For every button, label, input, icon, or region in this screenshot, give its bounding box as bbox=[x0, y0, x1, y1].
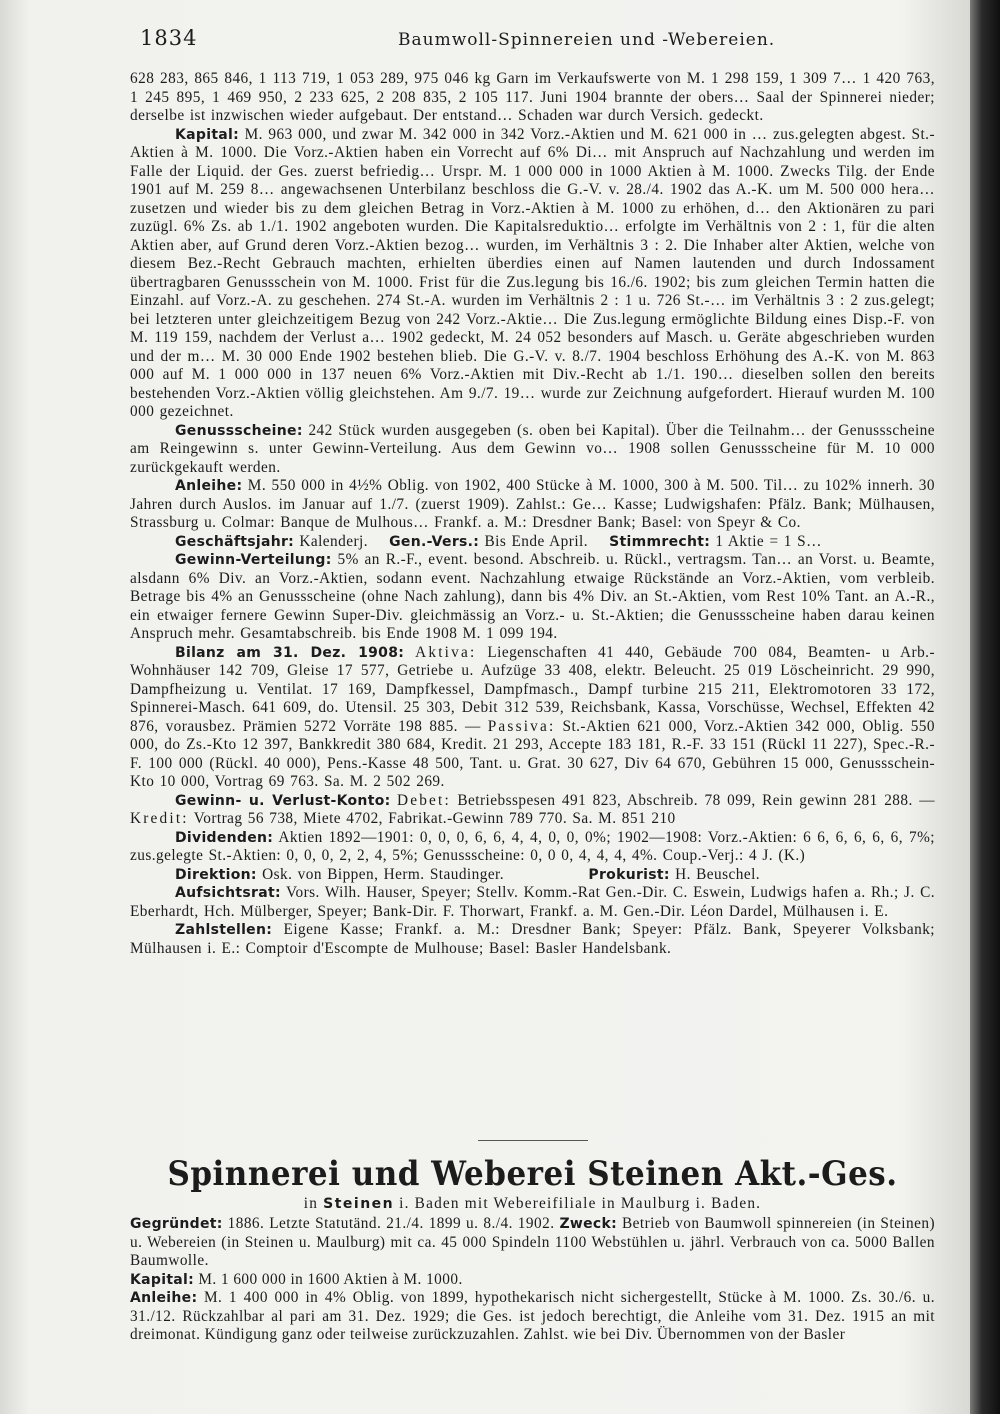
subtitle-rest: i. Baden mit Webereifiliale in Maulburg i. Baden. bbox=[399, 1195, 762, 1212]
prokurist-text: H. Beuschel. bbox=[675, 865, 761, 883]
anleihe-label: Anleihe: bbox=[175, 478, 243, 494]
genussscheine-label: Genussscheine: bbox=[175, 422, 303, 439]
kapital2-paragraph bbox=[130, 1271, 935, 1290]
stimmrecht-text: 1 Aktie = 1 S… bbox=[715, 532, 822, 550]
gegruendet-label: Gegründet: bbox=[130, 1216, 223, 1232]
kapital-text: M. 963 000, und zwar M. 342 000 in 342 Vorz.-Aktien und M. 621 000 in … zus.gelegten abgest. St.-Aktien à M. 1000. Die Vorz.-Aktien haben ein Vorrecht auf 6% Di… mit Anspruch auf Nachzahlung und werden im Falle der Liquid. der Ges. zuerst befriedig… Urspr. M. 1 000 000 in 1000 Aktien à M. 1000. Zwecks Tilg. der Ende 1901 auf M. 259 8… angewachsenen Unterbilanz beschloss die G.-V. v. 28./4. 1902 das A.-K. um M. 500 000 hera… zusetzen und wieder bis zu dem gleichen Betrag in Vorz.-Aktien à M. 1000 zu erhöhen, d… den Aktionären zu pari zuzügl. 6% Zs. ab 1./1. 1902 angeboten wurden. Die Kapitalsreduktio… erfolgte im Verhältnis von 2 : 1, für die alten Aktien aber, auf Grund deren Vorz.-Aktien bezog… wurden, im Verhältnis 3 : 2. Die Inhaber alter Aktien, welche von diesem Bez.-Recht Gebrauch machten, erhielten überdies einen auf Namen lautenden und durch Indossament übertragbaren Genussschein von M. 1000. Frist für die Zus.legung bis 16./6. 1902; bis zum gleichen Termin hatten die Einzahl. auf Vorz.-A. zu geschehen. 274 St.-A. wurden im Verhältnis 2 : 1 u. 726 St.-… im Verhältnis 3 : 2 zus.gelegt; bei letzteren unter gleichzeitigem Bezug von 242 Vorz.-Aktie… Die Zus.legung ermöglichte Bildung eines Disp.-F. von M. 119 159, nachdem der Verlust a… 1902 gedeckt, M. 24 052 besonders auf Masch. u. Geräte abgeschrieben wurden und der m… M. 30 000 Ende 1902 bestehen blieb. Die G.-V. v. 8./7. 1904 beschloss Erhöhung des A.-K. von M. 863 000 auf M. 1 000 000 in 137 neuen 6% Vorz.-Aktien mit Div.-Recht ab 1./1. 190… dieselben sollen den bereits bestehenden Vorz.-Aktien völlig gleichstehen. Am 9./7. 19… wurde zur Zeichnung aufgefordert. Hierauf wurden M. 100 000 gezeichnet. bbox=[130, 125, 935, 420]
anleihe-text: M. 550 000 in 4½% Oblig. von 1902, 400 Stücke à M. 1000, 300 à M. 500. Til… zu 102% innerh. 30 Jahren durch Auslos. im Januar auf 1./7. (zuerst 1909). Zahlst.: Ge… Kasse; Ludwigshafen: Pfälz. Bank; Mülhausen, Strassburg u. Colmar: Banque de Mulhous… Frankf. a. M.: Dresdner Bank; Basel: von Speyr & Co. bbox=[130, 477, 935, 531]
bilanz-passiva-label: Passiva: bbox=[487, 717, 556, 735]
gewinn-verlust-paragraph bbox=[130, 792, 935, 829]
aufsichtsrat-text: Vors. Wilh. Hauser, Speyer; Stellv. Komm.-Rat Gen.-Dir. C. Eswein, Ludwigs hafen a. Rh.; J. C. Eberhardt, Hch. Mülberger, Speyer; Bank-Dir. F. Thorwart, Frankf. a. M. Gen.-Dir. Léon Dardel, Mülhausen i. E. bbox=[130, 884, 936, 920]
anleihe-paragraph bbox=[130, 477, 935, 533]
bilanz-passiva-text: St.-Aktien 621 000, Vorz.-Aktien 342 000, Oblig. 550 000, do Zs.-Kto 12 397, Bankkredit 380 684, Kredit. 21 293, Accepte 183 181, R.-F. 33 151 (Rückl 11 227), Spec.-R.-F. 100 000 (Rückl. 40 000), Pens.-Kasse 48 500, Tant. u. Grat. 30 627, Div 64 670, Gebühren 15 000, Genussschein-Kto 10 000, Vortrag 69 763. Sa. M. 2 502 269. bbox=[130, 717, 936, 790]
anleihe2-paragraph bbox=[130, 1289, 935, 1345]
geschaeftsjahr-paragraph bbox=[130, 533, 935, 552]
stimmrecht-label: Stimmrecht: bbox=[609, 533, 711, 550]
bilanz-aktiva-text: Liegenschaften 41 440, Gebäude 700 084, Beamten- u Arb.-Wohnhäuser 142 709, Gleise 17 577, Getriebe u. Aufzüge 33 408, elektr. Beleucht. 25 019 Löscheinricht. 29 990, Dampfheizung u. Ventilat. 17 169, Dampfkessel, Dampfmasch., Dampf turbine 215 211, Elektromotoren 33 172, Spinnerei-Masch. 641 609, do. Utensil. 25 303, Debit 312 539, Reichsbank, Kassa, Vorschüsse, Wechsel, Effekten 42 876, vorausbez. Prämien 5272 Vorräte 198 885. — bbox=[130, 643, 935, 735]
kapital-label: Kapital: bbox=[175, 126, 240, 143]
production-paragraph: 628 283, 865 846, 1 113 719, 1 053 289, 975 046 kg Garn im Verkaufswerte von M. 1 298 159, 1 309 7… 1 420 763, 1 245 895, 1 469 950, 2 233 625, 2 208 835, 2 105 117. Juni 1904 brannte der obers… Saal der Spinnerei nieder; derselbe ist inzwischen wieder aufgebaut. Der entstand… Schaden war durch Versich. gedeckt. bbox=[130, 70, 935, 124]
geschaeftsjahr-label: Geschäftsjahr: bbox=[175, 533, 295, 550]
zweck-text: Betrieb von Baumwoll spinnereien (in Steinen) u. Webereien (in Steinen u. Maulburg) mit ca. 45 000 Spindeln 1100 Webstühlen u. jährl. Verbrauch von ca. 5000 Ballen Baumwolle. bbox=[130, 1215, 935, 1269]
section-divider bbox=[478, 1140, 588, 1141]
zahlstellen-text: Eigene Kasse; Frankf. a. M.: Dresdner Bank; Speyer: Pfälz. Bank, Speyerer Volksbank; Mülhausen i. E.: Comptoir d'Escompte de Mulhouse; Basel: Basler Handelsbank. bbox=[130, 921, 935, 957]
zahlstellen-label: Zahlstellen: bbox=[175, 922, 273, 938]
company-title: Spinnerei und Weberei Steinen Akt.-Ges. bbox=[167, 1154, 898, 1194]
aufsichtsrat-paragraph bbox=[130, 884, 935, 921]
page-number: 1834 bbox=[140, 26, 198, 50]
gen-vers-label: Gen.-Vers.: bbox=[389, 533, 480, 550]
gegruendet-paragraph bbox=[130, 1215, 935, 1271]
debet-text: Betriebsspesen 491 823, Abschreib. 78 099, Rein gewinn 281 288. — bbox=[457, 791, 935, 809]
gegruendet-text: 1886. Letzte Statutänd. 21./4. 1899 u. 8./4. 1902. bbox=[227, 1215, 555, 1232]
company-subtitle bbox=[130, 1195, 935, 1213]
subtitle-place: Steinen bbox=[323, 1196, 395, 1212]
kredit-label: Kredit: bbox=[130, 810, 189, 827]
genussscheine-paragraph bbox=[130, 422, 935, 478]
direktion-label: Direktion: bbox=[175, 866, 257, 883]
geschaeftsjahr-text: Kalenderj. bbox=[299, 532, 368, 550]
company-entry-1 bbox=[130, 70, 935, 958]
kapital-paragraph bbox=[130, 126, 935, 422]
kapital2-text: M. 1 600 000 in 1600 Aktien à M. 1000. bbox=[198, 1270, 463, 1288]
gewinn-verteilung-paragraph bbox=[130, 551, 935, 644]
kapital2-label: Kapital: bbox=[130, 1271, 195, 1288]
subtitle-prefix: in bbox=[303, 1195, 319, 1212]
zweck-label: Zweck: bbox=[559, 1216, 618, 1232]
bilanz-label: Bilanz am 31. Dez. 1908: bbox=[175, 644, 405, 661]
gewinn-verlust-label: Gewinn- u. Verlust-Konto: bbox=[175, 792, 391, 809]
anleihe2-text: M. 1 400 000 in 4% Oblig. von 1899, hypothekarisch nicht sichergestellt, Stücke à M. 1000. Zs. 30./6. u. 31./12. Rückzahlbar al pari am 31. Dez. 1929; die Ges. ist jedoch berechtigt, die Anleihe vom 31. Dez. 1915 an mit dreimonat. Kündigung ganz oder teilweise zurückzuzahlen. Zahlst. wie bei Div. Übernommen von der Basler bbox=[130, 1289, 936, 1343]
gewinn-verteilung-text: 5% an R.-F., event. besond. Abschreib. u. Rückl., vertragsm. Tan… an Vorst. u. Beamte, alsdann 6% Div. an Vorz.-Aktien, sodann event. Nachzahlung etwaige Rückstände an Vorz.-Aktien, vom verbleib. Betrage bis 4% an Genussscheine (ohne Nach zahlung), dann bis 4% Div. an St.-Aktien, vom Rest 10% Tant. an A.-R., ein etwaiger fernere Gewinn Super-Div. gleichmässig an Vorz.- u. St.-Aktien; die Genussscheine haben darau keinen Anspruch mehr. Gesamtabschreib. bis Ende 1908 M. 1 099 194. bbox=[130, 551, 935, 642]
anleihe2-label: Anleihe: bbox=[130, 1290, 198, 1306]
genussscheine-text: 242 Stück wurden ausgegeben (s. oben bei Kapital). Über die Teilnahm… der Genussscheine am Reingewinn s. unter Gewinn-Verteilung. Aus dem Gewinn vo… 1908 sollen Genussscheine für M. 10 000 zurückgekauft werden. bbox=[130, 421, 935, 476]
prokurist-label: Prokurist: bbox=[588, 866, 670, 883]
running-title: Baumwoll-Spinnereien und -Webereien. bbox=[398, 30, 776, 50]
direktion-text: Osk. von Bippen, Herm. Staudinger. bbox=[262, 865, 505, 883]
dividenden-paragraph bbox=[130, 829, 935, 866]
gewinn-verteilung-label: Gewinn-Verteilung: bbox=[175, 552, 332, 568]
page-header bbox=[140, 26, 940, 56]
gen-vers-text: Bis Ende April. bbox=[484, 532, 588, 550]
aufsichtsrat-label: Aufsichtsrat: bbox=[175, 885, 281, 901]
dividenden-text: Aktien 1892—1901: 0, 0, 0, 6, 6, 4, 4, 0, 0, 0%; 1902—1908: Vorz.-Aktien: 6 6, 6, 6, 6, 6, 7%; zus.gelegte St.-Aktien: 0, 0, 0, 2, 2, 4, 5%; Genussscheine: 0, 0 0, 4, 4, 4, 4%. Coup.-Verj.: 4 J. (K.) bbox=[130, 828, 935, 864]
bilanz-aktiva-label: Aktiva: bbox=[415, 643, 477, 661]
bilanz-paragraph bbox=[130, 644, 935, 792]
kredit-text: Vortrag 56 738, Miete 4702, Fabrikat.-Gewinn 789 770. Sa. M. 851 210 bbox=[193, 810, 676, 827]
zahlstellen-paragraph bbox=[130, 921, 935, 958]
debet-label: Debet: bbox=[396, 791, 451, 809]
scan-edge bbox=[970, 0, 1000, 1414]
company-entry-2 bbox=[130, 1215, 935, 1345]
direktion-paragraph bbox=[130, 866, 935, 885]
dividenden-label: Dividenden: bbox=[175, 829, 274, 846]
